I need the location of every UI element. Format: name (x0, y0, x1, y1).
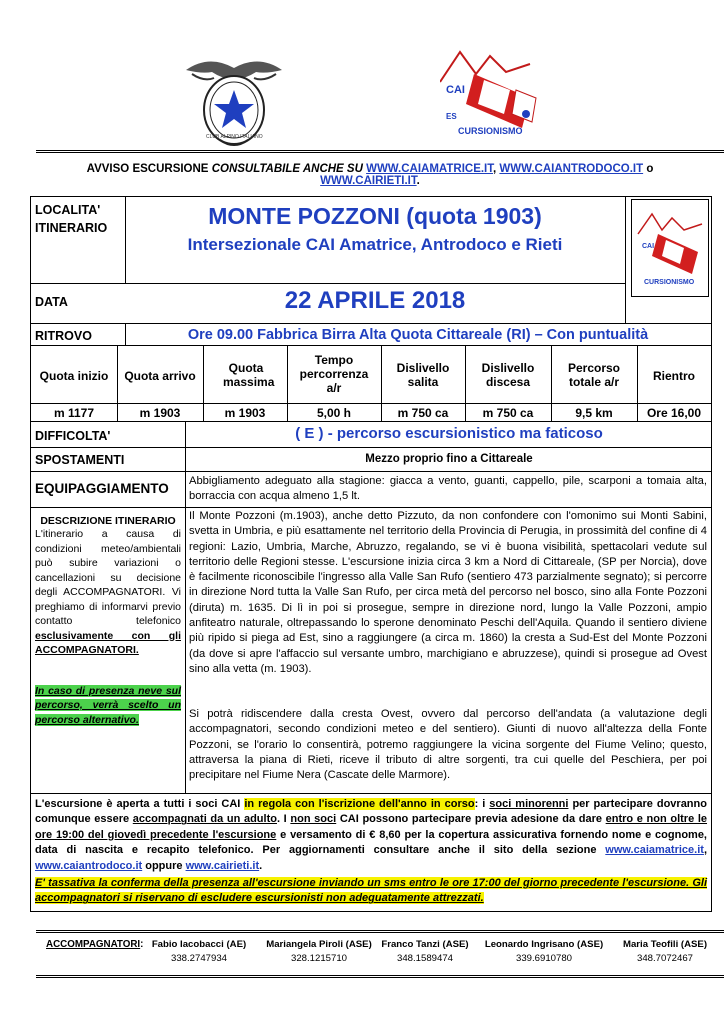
escursionismo-cai-text: CAI (446, 84, 465, 96)
description-left-column (35, 515, 181, 727)
escursionismo-logo (440, 42, 540, 140)
label-data: DATA (35, 295, 68, 309)
stat-value-dislivello-salita: m 750 ca (397, 406, 449, 420)
stat-header-quota-arrivo: Quota arrivo (124, 369, 196, 383)
svg-text:CAI: CAI (642, 243, 655, 250)
accompagnatore-tel: 348.7072467 (636, 953, 694, 964)
stat-value-rientro: Ore 16,00 (646, 406, 702, 420)
notice-line (40, 163, 700, 187)
rules-paragraph (35, 797, 707, 907)
stat-value-dislivello-discesa: m 750 ca (482, 406, 534, 420)
stat-value-quota-inizio: m 1177 (53, 406, 95, 420)
stat-header-dislivello-salita: Dislivello salita (396, 361, 450, 389)
rules-deadline: entro e non oltre le ore 19:00 del giovedì precedente l'escursione (35, 813, 708, 841)
rules-t5: CAI possono partecipare previa adesione da dare (336, 813, 606, 826)
notice-italic: CONSULTABILE ANCHE SU (211, 163, 367, 175)
descrizione-warning (35, 527, 181, 658)
ritrovo-text: Ore 09.00 Fabbrica Birra Alta Quota Cittareale (RI) – Con puntualità (187, 327, 649, 343)
label-itinerario: ITINERARIO (35, 221, 108, 235)
confirm-text: E' tassativa la conferma della presenza all'escursione inviando un sms entro le ore 17:00 del giorno precedente l'escursione. Gli accompagnatori si riservano di escludere escursionisti non adeguatamente attrezzati. (35, 877, 707, 905)
accompagnatori-colon: : (140, 939, 144, 950)
snow-note (35, 684, 181, 728)
rules-t4: . I (276, 813, 291, 826)
link-cairieti[interactable]: WWW.CAIRIETI.IT (320, 175, 417, 187)
accompagnatori-label (46, 939, 143, 950)
page-subtitle: Intersezionale CAI Amatrice, Antrodoco e Rieti (187, 235, 563, 254)
snow-note-text: In caso di presenza neve sul percorso, verrà scelto un percorso alternativo. (35, 684, 181, 726)
stat-value-tempo: 5,00 h (316, 406, 352, 420)
label-localita: LOCALITA' (35, 203, 101, 217)
confirm-note (35, 876, 707, 907)
stat-value-percorso: 9,5 km (575, 406, 613, 420)
label-equipaggiamento: EQUIPAGGIAMENTO (35, 481, 169, 496)
escursionismo-prefix-text: ES (446, 112, 457, 121)
rules-s1: , (703, 844, 707, 857)
rules-t2: : i (474, 798, 490, 810)
rules-non-soci: non soci (290, 813, 337, 826)
stat-header-quota-massima: Quota massima (223, 361, 275, 389)
stat-header-dislivello-discesa: Dislivello discesa (481, 361, 535, 389)
rules-s2: oppure (142, 859, 186, 872)
small-escursionismo-logo (631, 199, 709, 297)
accompagnatori-label-text: ACCOMPAGNATORI (46, 939, 141, 950)
rules-s3: . (259, 859, 263, 872)
stat-header-percorso: Percorso totale a/r (567, 361, 621, 389)
notice-end: . (416, 175, 420, 187)
accompagnatore-tel: 348.1589474 (396, 953, 454, 964)
rules-link-cairieti[interactable]: www.cairieti.it (185, 859, 260, 872)
stat-header-tempo: Tempo percorrenza a/r (299, 353, 369, 395)
rules-t3: per partecipare dovranno comunque essere (35, 798, 707, 826)
difficolta-text: ( E ) - percorso escursionistico ma faticoso (295, 425, 603, 442)
notice-prefix: AVVISO ESCURSIONE (86, 163, 212, 175)
accompagnatori-footer (36, 930, 724, 978)
rules-link-caiantrodoco[interactable]: www.caiantrodoco.it (35, 859, 143, 872)
link-caiamatrice[interactable]: WWW.CAIAMATRICE.IT (366, 163, 493, 175)
stat-value-quota-massima: m 1903 (224, 406, 266, 420)
stat-value-quota-arrivo: m 1903 (139, 406, 181, 420)
mountain-flag-small-icon (632, 200, 708, 296)
descrizione-paragraph-2: Si potrà ridiscendere dalla cresta Ovest, ovvero dal percorso dell'andata (a valutazione degli accompagnatori, secondo condizioni meteo e del sentiero). Giunti di nuovo all'altezza della Fonte Pozzoni, se l'orario lo consentirà, potremo raggiungere la vicina sorgente del Fiume Velino; questo, attraversa la piana di Rieti, riceve il tributo di altre sorgenti, tra cui quelle del Peschiera, per poi precipitare nel Fiume Nera (Cascate delle Marmore). (189, 708, 707, 782)
page-title: MONTE POZZONI (quota 1903) (208, 203, 542, 229)
stat-header-rientro: Rientro (653, 369, 695, 383)
accompagnatore-name: Franco Tanzi (ASE) (381, 939, 469, 950)
accompagnatore-name: Leonardo Ingrisano (ASE) (484, 939, 604, 950)
rules-highlight: in regola con l'iscrizione dell'anno in corso (244, 798, 475, 810)
stat-header-quota-inizio: Quota inizio (39, 369, 109, 383)
equipaggiamento-text: Abbigliamento adeguato alla stagione: giacca a vento, guanti, cappello, pile, scarponi a tomaia alta, borraccia con acqua almeno 1,5 lt. (189, 475, 707, 503)
rules-minorenni: soci minorenni (489, 798, 569, 810)
link-caiantrodoco[interactable]: WWW.CAIANTRODOCO.IT (499, 163, 644, 175)
accompagnatore-tel: 339.6910780 (515, 953, 573, 964)
descrizione-warning-text: L'itinerario a causa di condizioni meteo/ambientali può subire variazioni o cancellazioni su decisione degli ACCOMPAGNATORI. Vi preghiamo di informarvi previo contatto telefonico (35, 528, 181, 627)
notice-sep2: o (643, 163, 654, 175)
label-spostamenti: SPOSTAMENTI (35, 453, 125, 467)
cai-emblem-text: CLUB ALPINO ITALIANO (206, 134, 263, 140)
svg-text:CURSIONISMO: CURSIONISMO (644, 279, 695, 286)
rules-link-caiamatrice[interactable]: www.caiamatrice.it (605, 844, 704, 857)
label-ritrovo: RITROVO (35, 329, 92, 343)
descrizione-paragraph-1: Il Monte Pozzoni (m.1903), anche detto Pizzuto, da non confondere con l'omonimo sui Monti Sabini, svetta in Umbria, e più esattamente nel territorio della Provincia di Perugia, in prossimità del confine di 4 regioni: Lazio, Umbria, Marche, Abruzzo, regalando, se vi è buona visibilità, spettacolari vedute sul territorio delle Regioni stesse. L'escursione inizia circa 3 km a Nord di Cittareale, (SP per Norcia), dove è facilmente riconoscibile l'ingresso alla Valle San Rufo (sentiero 473 parzialmente segnato); si percorre in direzione Nord tutta la Valle San Rufo, per circa metà del percorso nel bosco, sino alla Fonte Pozzoni (diruta) m. 1635. Di lì in poi si prosegue, sempre in direzione nord, lungo la Valle Pozzoni, ampio anfiteatro naturale, oltrepassando lo sperone denominato Peschi dell'Aquila. Quando il sentiero diviene più ripido si piega ad Est, sino a raggiungere (a circa m. 1860) la cresta a Sud-Est del Monte Pozzoni (da dove si apre l'affaccio sul versante umbro, marchigiano e abruzzese), quindi si prosegue ad Ovest sino alla vetta (m. 1903). (189, 510, 707, 675)
accompagnatore-tel: 328.1215710 (290, 953, 348, 964)
escursionismo-text: CURSIONISMO (458, 126, 523, 136)
label-difficolta: DIFFICOLTA' (35, 429, 111, 443)
rules-t6: e versamento di € 8,60 per la copertura assicurativa fornendo nome e cognome, data di nascita e recapito telefonico. Per aggiornamenti consultare anche il sito della sezione (35, 828, 707, 857)
accompagnatore-name: Fabio Iacobacci (AE) (151, 939, 247, 950)
rules-adulto: accompagnati da un adulto (132, 813, 277, 826)
cai-emblem-logo (184, 52, 284, 152)
rules-t1: L'escursione è aperta a tutti i soci CAI (35, 798, 245, 810)
accompagnatore-tel: 338.2747934 (170, 953, 228, 964)
descrizione-warning-bold: esclusivamente con gli ACCOMPAGNATORI. (35, 629, 181, 656)
excursion-date: 22 APRILE 2018 (284, 287, 466, 314)
label-descrizione: DESCRIZIONE ITINERARIO (40, 515, 176, 527)
accompagnatore-name: Mariangela Piroli (ASE) (266, 939, 372, 950)
accompagnatore-name: Maria Teofili (ASE) (622, 939, 708, 950)
notice-sep1: , (493, 163, 500, 175)
excursion-sheet (30, 196, 712, 912)
spostamenti-text: Mezzo proprio fino a Cittareale (365, 453, 533, 465)
